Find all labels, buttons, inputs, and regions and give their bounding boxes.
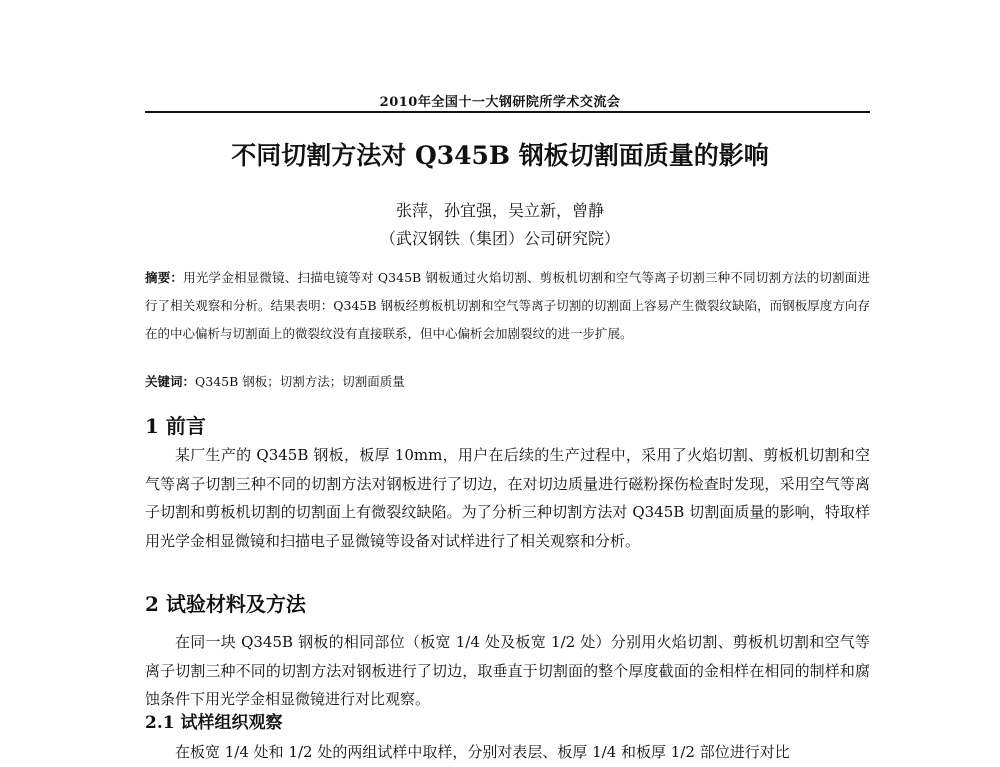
paper-title: 不同切割方法对 Q345B 钢板切割面质量的影响 [231,141,769,170]
section-2-paragraph: 在同一块 Q345B 钢板的相同部位（板宽 1/4 处及板宽 1/2 处）分别用火焰切割、剪板机切割和空气等离子切割三种不同的切割方法对钢板进行了切边，取垂直于切割面的整个厚度截面的金相样在相同的制样和腐蚀条件下用光学金相显微镜进行对比观察。 [145,633,870,708]
section-2-1-paragraph: 在板宽 1/4 处和 1/2 处的两组试样中取样，分别对表层、板厚 1/4 和板厚 1/2 部位进行对比 [175,743,790,761]
section-1-heading: 1 前言 [145,414,206,438]
affiliation: （武汉钢铁（集团）公司研究院） [379,229,620,248]
section-1-paragraph: 某厂生产的 Q345B 钢板，板厚 10mm，用户在后续的生产过程中，采用了火焰切割、剪板机切割和空气等离子切割三种不同的切割方法对钢板进行了切边，在对切边质量进行磁粉探伤检查时发现，采用空气等离子切割和剪板机切割的切割面上有微裂纹缺陷。为了分析三种切割方法对 Q345B 切割面质量的影响，特取样用光学金相显微镜和扫描电子显微镜等设备对试样进行了相关观察和分析。 [145,446,870,550]
running-header: 2010年全国十一大钢研院所学术交流会 [379,95,621,110]
abstract [145,264,870,348]
section-2-1-heading: 2.1 试样组织观察 [145,713,283,733]
keywords-label: 关键词： [145,374,196,389]
keywords [145,372,870,392]
keywords-text: Q345B 钢板；切割方法；切割面质量 [195,374,405,389]
abstract-label: 摘要： [145,270,184,285]
abstract-text: 用光学金相显微镜、扫描电镜等对 Q345B 钢板通过火焰切割、剪板机切割和空气等离子切割三种不同切割方法的切割面进行了相关观察和分析。结果表明：Q345B 钢板经剪板机切割和空气等离子切割的切割面上容易产生微裂纹缺陷，而钢板厚度方向存在的中心偏析与切割面上的微裂纹没有直接联系，但中心偏析会加剧裂纹的进一步扩展。 [145,270,870,341]
header-rule [145,111,870,113]
section-2-heading: 2 试验材料及方法 [145,592,306,616]
authors: 张萍，孙宜强，吴立新，曾静 [395,201,604,220]
